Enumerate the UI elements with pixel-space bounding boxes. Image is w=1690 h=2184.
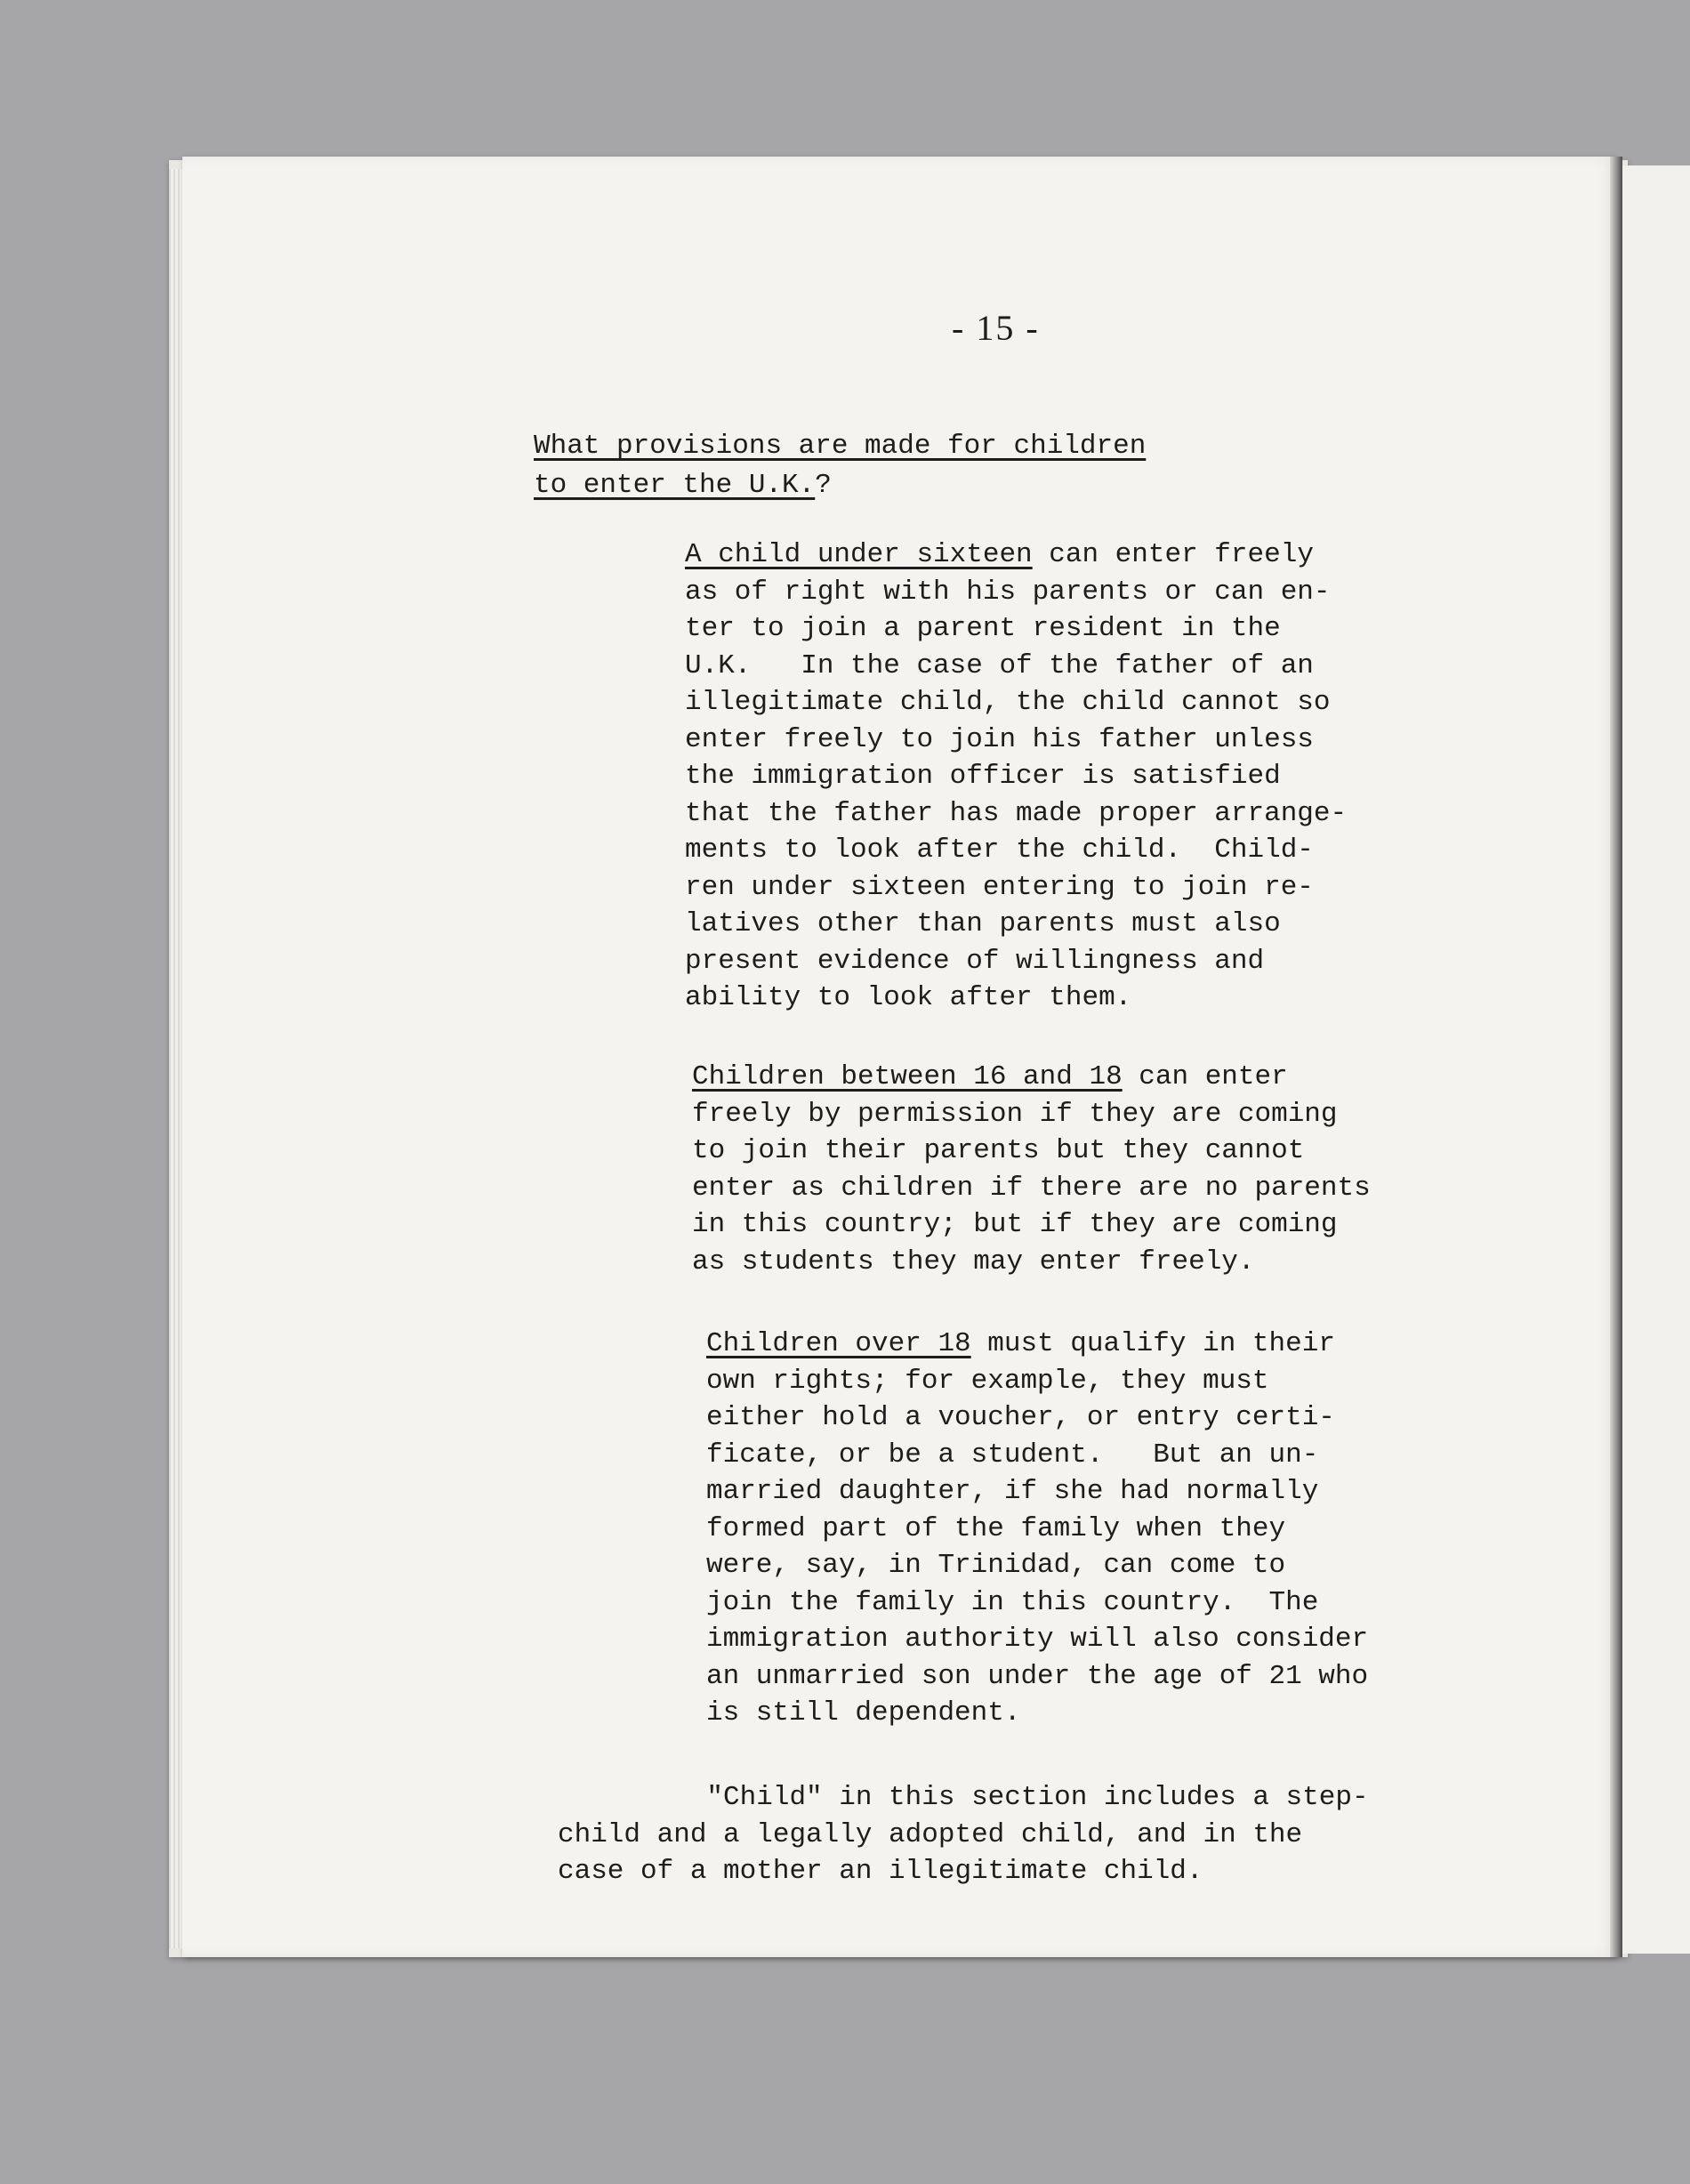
paragraph-line: latives other than parents must also — [685, 908, 1281, 939]
paragraph-line: freely by permission if they are coming — [692, 1098, 1338, 1130]
paragraph-line: formed part of the family when they — [706, 1512, 1286, 1544]
paragraph-line: child and a legally adopted child, and in the — [558, 1818, 1303, 1850]
paragraph-lead-rest: must qualify in their — [970, 1328, 1335, 1359]
paragraph-line: to join their parents but they cannot — [692, 1135, 1305, 1166]
paragraph-line: as of right with his parents or can en- — [685, 576, 1331, 608]
paragraph-line: U.K. In the case of the father of an — [685, 649, 1314, 681]
paragraph-line: ability to look after them. — [685, 982, 1132, 1013]
paragraph-line: is still dependent. — [706, 1697, 1021, 1729]
paragraph-line: "Child" in this section includes a step- — [558, 1782, 1369, 1813]
page-number: - 15 - — [952, 308, 1040, 348]
paragraph-line: ments to look after the child. Child- — [685, 834, 1314, 866]
paragraph-line: ter to join a parent resident in the — [685, 613, 1281, 644]
paragraph-line: enter as children if there are no parents — [692, 1172, 1371, 1204]
paragraph-lead: Children over 18 — [706, 1328, 971, 1359]
paragraph-line: illegitimate child, the child cannot so — [685, 687, 1331, 718]
heading-line-2: to enter the U.K. — [534, 470, 816, 501]
paragraph-sixteen-to-eighteen — [692, 1059, 1371, 1280]
paragraph-line: ren under sixteen entering to join re- — [685, 871, 1314, 903]
paragraph-lead: A child under sixteen — [685, 539, 1033, 570]
paragraph-over-eighteen — [706, 1326, 1368, 1732]
paragraph-line: immigration authority will also consider — [706, 1624, 1369, 1655]
paragraph-line: case of a mother an illegitimate child. — [558, 1856, 1203, 1887]
paragraph-line: enter freely to join his father unless — [685, 723, 1314, 755]
paragraph-under-sixteen — [685, 536, 1347, 1017]
paragraph-lead-rest: can enter freely — [1032, 539, 1314, 570]
paragraph-line: married daughter, if she had normally — [706, 1476, 1319, 1507]
paragraph-line: either hold a voucher, or entry certi- — [706, 1402, 1335, 1433]
paragraph-line: the immigration officer is satisfied — [685, 761, 1281, 792]
heading-line-1: What provisions are made for children — [534, 431, 1147, 462]
paragraph-line: present evidence of willingness and — [685, 945, 1265, 977]
paragraph-line: in this country; but if they are coming — [692, 1209, 1338, 1240]
paragraph-lead-rest: can enter — [1122, 1061, 1288, 1092]
paragraph-line: as students they may enter freely. — [692, 1245, 1255, 1277]
section-heading — [534, 427, 1146, 505]
heading-question-mark: ? — [815, 470, 832, 501]
paragraph-line: an unmarried son under the age of 21 who — [706, 1660, 1369, 1692]
paragraph-definition — [558, 1779, 1369, 1890]
paragraph-lead: Children between 16 and 18 — [692, 1061, 1123, 1092]
paragraph-line: join the family in this country. The — [706, 1586, 1319, 1618]
paragraph-line: ficate, or be a student. But an un- — [706, 1439, 1319, 1471]
paragraph-line: own rights; for example, they must — [706, 1365, 1269, 1397]
paragraph-line: that the father has made proper arrange- — [685, 797, 1348, 829]
paragraph-line: were, say, in Trinidad, can come to — [706, 1550, 1286, 1581]
